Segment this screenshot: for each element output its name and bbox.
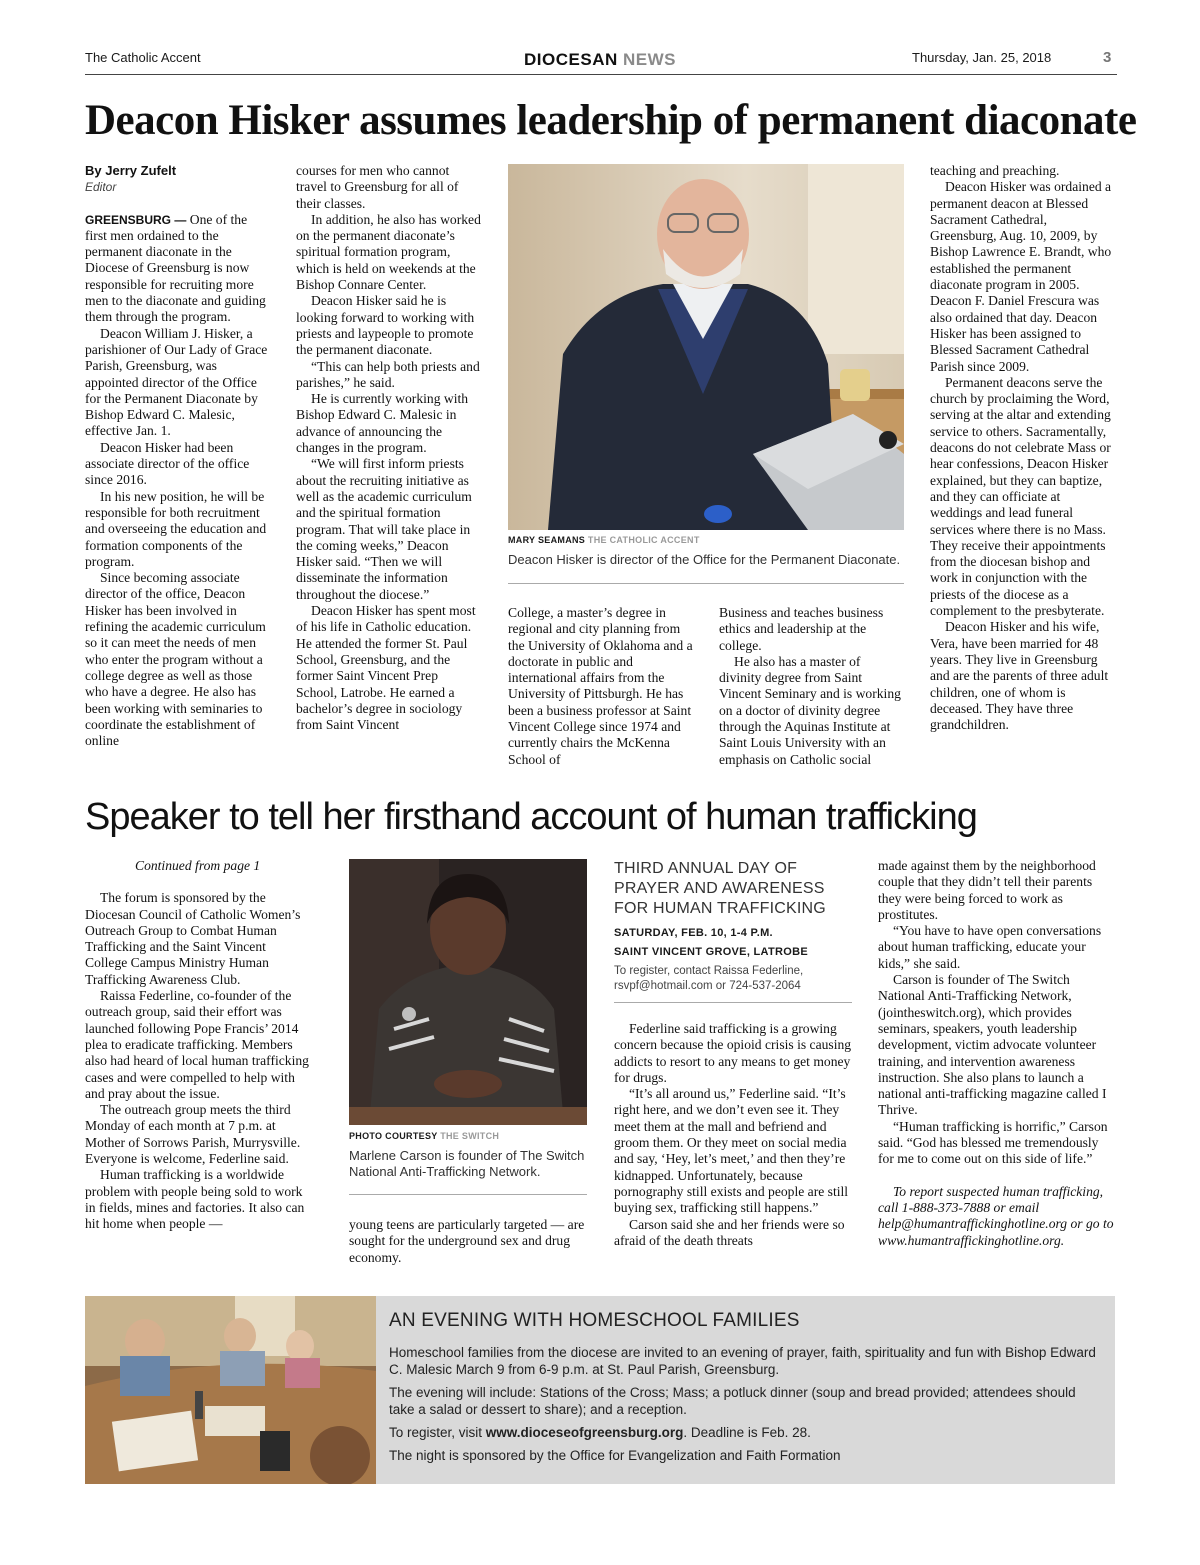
promo-paragraph: The night is sponsored by the Office for Evangelization and Faith Formation [389, 1448, 841, 1463]
article1-col3 [508, 605, 693, 768]
homeschool-photo [85, 1296, 376, 1484]
photo-credit-name: MARY SEAMANS [508, 535, 586, 545]
section-sub: NEWS [622, 50, 676, 69]
paragraph: made against them by the neighborhood couple that they didn’t tell their parents they were being forced to work as prostitutes. [878, 858, 1096, 922]
paragraph: In addition, he also has worked on the permanent diaconate’s spiritual formation program, which is held on weekends at the Bishop Connare Center. [296, 211, 481, 293]
continued-note: Continued from page 1 [135, 858, 261, 873]
paragraph: Raissa Federline, co-founder of the outreach group, said their effort was launched following Pope Francis’ 2014 plea to eradicate trafficking. Members also had heard of local human trafficking cases and were compelled to help with and pray about the issue. [85, 988, 309, 1101]
paragraph: Permanent deacons serve the church by proclaiming the Word, serving at the altar and extending service to others. Sacramentally, deacons do not celebrate Mass or hear confessions, Deacon Hisker explained, but they can baptize, and they can officiate at weddings and lead funeral services where there is no Mass. They receive their appointments from the diocesan bishop and work in conjunction with the priests of the diocese as a complement to the presbyterate. [930, 374, 1111, 619]
paragraph: Human trafficking is a worldwide problem with people being sold to work in fields, mines and factories. It also can hit home when people — [85, 1167, 305, 1232]
report-note: To report suspected human trafficking, call 1-888-373-7888 or email help@humantraffickinghotline.org or go to www.humantraffickinghotline.org. [878, 1183, 1114, 1248]
paragraph: “It’s all around us,” Federline said. “It’s right here, and we don’t even see it. They meet them at the mall and befriend and groom them. Or they meet on social media and say, ‘Hey, let’s meet,’ and then they’re kidnapped. Unfortunately, because pornography still exists and people are still buying sex, trafficking still happens.” [614, 1086, 849, 1216]
header-rule [85, 74, 1117, 75]
paragraph: Carson said she and her friends were so afraid of the death threats [614, 1216, 845, 1248]
paragraph: GREENSBURG — One of the first men ordained to the permanent diaconate in the Diocese of Greensburg is now responsible for recruiting more men to the diaconate and guiding them through the program. [85, 211, 266, 325]
carson-photo-illustration [349, 859, 587, 1125]
diocese-website-link[interactable]: www.dioceseofgreensburg.org [485, 1425, 684, 1440]
caption-rule [349, 1194, 587, 1195]
article2-col1 [85, 858, 310, 1233]
promo-title: AN EVENING WITH HOMESCHOOL FAMILIES [389, 1310, 800, 1331]
issue-date: Thursday, Jan. 25, 2018 [912, 50, 1052, 65]
dateline: GREENSBURG — [85, 212, 187, 227]
paragraph: courses for men who cannot travel to Greensburg for all of their classes. [296, 163, 459, 211]
event-title: THIRD ANNUAL DAY OF PRAYER AND AWARENESS FOR HUMAN TRAFFICKING [614, 860, 826, 917]
paragraph: Business and teaches business ethics and leadership at the college. [719, 605, 884, 653]
paragraph: Deacon Hisker was ordained a permanent deacon at Blessed Sacrament Cathedral, Greensburg, Aug. 10, 2009, by Bishop Lawrence E. Brandt, who established the permanent diaconate program in 2005. Deacon F. Daniel Frescura was also ordained that day. Deacon Hisker has been assigned to Blessed Sacrament Cathedral Parish since 2009. [930, 179, 1112, 374]
paragraph: Deacon Hisker had been associate director of the office since 2016. [85, 439, 250, 488]
paragraph: He is currently working with Bishop Edward C. Malesic in advance of announcing the changes in the program. [296, 391, 469, 456]
article1-col5 [930, 163, 1115, 733]
paragraph: He also has a master of divinity degree from Saint Vincent Seminary and is working on a doctor of divinity degree through the Aquinas Institute at Saint Louis University with an emphasis on Catholic social [719, 653, 901, 767]
event-box [614, 859, 852, 1003]
paragraph: College, a master’s degree in regional and city planning from the University of Oklahoma and a doctorate in public and international affairs from the University of Pittsburgh. He has been a business professor at Saint Vincent College since 1974 and currently chairs the McKenna School of [508, 605, 693, 767]
paragraph: Deacon William J. Hisker, a parishioner of Our Lady of Grace Parish, Greensburg, was appointed director of the Office for the Permanent Diaconate by Bishop Edward C. Malesic, effective Jan. 1. [85, 325, 268, 439]
section-main: DIOCESAN [524, 50, 618, 69]
photo-caption: Deacon Hisker is director of the Office for the Permanent Diaconate. [508, 552, 901, 567]
paragraph: In his new position, he will be responsible for both recruitment and overseeing the education and formation components of the program. [85, 488, 267, 569]
photo-caption: Marlene Carson is founder of The Switch National Anti-Trafficking Network. [349, 1148, 585, 1179]
deacon-hisker-photo [508, 164, 904, 530]
paragraph: The forum is sponsored by the Diocesan Council of Catholic Women’s Outreach Group to Combat Human Trafficking and the Saint Vincent College Campus Ministry Human Trafficking Awareness Club. [85, 890, 301, 987]
paragraph: Deacon Hisker said he is looking forward to working with priests and laypeople to promote the permanent diaconate. [296, 293, 475, 358]
paragraph: “You have to have open conversations about human trafficking, educate your kids,” she said. [878, 923, 1102, 971]
paragraph: young teens are particularly targeted — are sought for the underground sex and drug economy. [349, 1217, 585, 1265]
caption-rule [508, 583, 904, 584]
article2-headline: Speaker to tell her firsthand account of human trafficking [85, 796, 977, 838]
paragraph: Federline said trafficking is a growing concern because the opioid crisis is causing addicts to resort to any means to get money for drugs. [614, 1021, 852, 1085]
photo-credit [349, 1131, 499, 1141]
photo-credit [508, 535, 700, 545]
marlene-carson-photo [349, 859, 587, 1125]
article1-col4 [719, 605, 904, 768]
event-date: SATURDAY, FEB. 10, 1-4 P.M. [614, 927, 773, 939]
paragraph: Deacon Hisker and his wife, Vera, have been married for 48 years. They live in Greensburg and are the parents of three adult children, one of whom is deceased. They have three grandchildren. [930, 619, 1109, 733]
paragraph: The outreach group meets the third Monday of each month at 7 p.m. at Mother of Sorrows Parish, Murrysville. Everyone is welcome, Federline said. [85, 1102, 301, 1167]
byline: By Jerry Zufelt [85, 163, 177, 178]
page-number: 3 [1103, 49, 1112, 66]
paragraph: Carson is founder of The Switch National Anti-Trafficking Network, (jointheswitch.org), which provides seminars, speakers, youth leadership development, victim advocate volunteer training, and intervention awareness instruction. She also plans to launch a national anti-trafficking magazine called I Thrive. [878, 972, 1107, 1118]
photo-credit-name: PHOTO COURTESY [349, 1131, 438, 1141]
homeschool-photo-illustration [85, 1296, 376, 1484]
publication-name: The Catholic Accent [85, 50, 201, 65]
paragraph: Since becoming associate director of the office, Deacon Hisker has been involved in refining the academic curriculum so it can meet the needs of men who enter the program without a college degree as well as those who have a degree. He also has been working with seminaries to coordinate the establishment of online [85, 570, 266, 749]
paragraph: teaching and preaching. [930, 163, 1060, 178]
article2-col3 [614, 1021, 852, 1249]
promo-content [389, 1310, 1099, 1464]
byline-role: Editor [85, 180, 117, 195]
photo-credit-org: THE CATHOLIC ACCENT [587, 535, 700, 545]
event-rule [614, 1002, 852, 1003]
promo-paragraph: To register, visit www.dioceseofgreensburg.org. Deadline is Feb. 28. [389, 1425, 811, 1440]
paragraph: “This can help both priests and parishes,” he said. [296, 358, 480, 390]
photo-credit-org: THE SWITCH [440, 1131, 500, 1141]
paragraph: “Human trafficking is horrific,” Carson said. “God has blessed me tremendously for me to come out on this side of life.” [878, 1118, 1108, 1167]
article2-col4 [878, 858, 1115, 1249]
article1-headline: Deacon Hisker assumes leadership of permanent diaconate [85, 97, 1137, 144]
event-place: SAINT VINCENT GROVE, LATROBE [614, 946, 808, 958]
article2-col2 [349, 1217, 589, 1266]
paragraph: Deacon Hisker has spent most of his life in Catholic education. He attended the former St. Paul School, Greensburg, and the former Saint Vincent Prep School, Latrobe. He earned a bachelor’s degree in sociology from Saint Vincent [296, 603, 476, 733]
homeschool-promo [85, 1296, 1115, 1484]
event-register: To register, contact Raissa Federline, rsvpf@hotmail.com or 724-537-2064 [614, 965, 804, 992]
deacon-photo-illustration [508, 164, 904, 530]
promo-paragraph: Homeschool families from the diocese are invited to an evening of prayer, faith, spirituality and fun with Bishop Edward C. Malesic March 9 from 6-9 p.m. at St. Paul Parish, Greensburg. [389, 1345, 1096, 1377]
article1-col2 [296, 163, 481, 733]
promo-paragraph: The evening will include: Stations of the Cross; Mass; a potluck dinner (soup and bread provided; attendees should take a salad or dessert to share); and a reception. [389, 1385, 1076, 1417]
article1-col1 [85, 163, 270, 749]
paragraph: “We will first inform priests about the recruiting initiative as well as the academic curriculum and the spiritual formation program. That will take place in the coming weeks,” Deacon Hisker said. “Then we will disseminate the information throughout the diocese.” [296, 456, 472, 602]
